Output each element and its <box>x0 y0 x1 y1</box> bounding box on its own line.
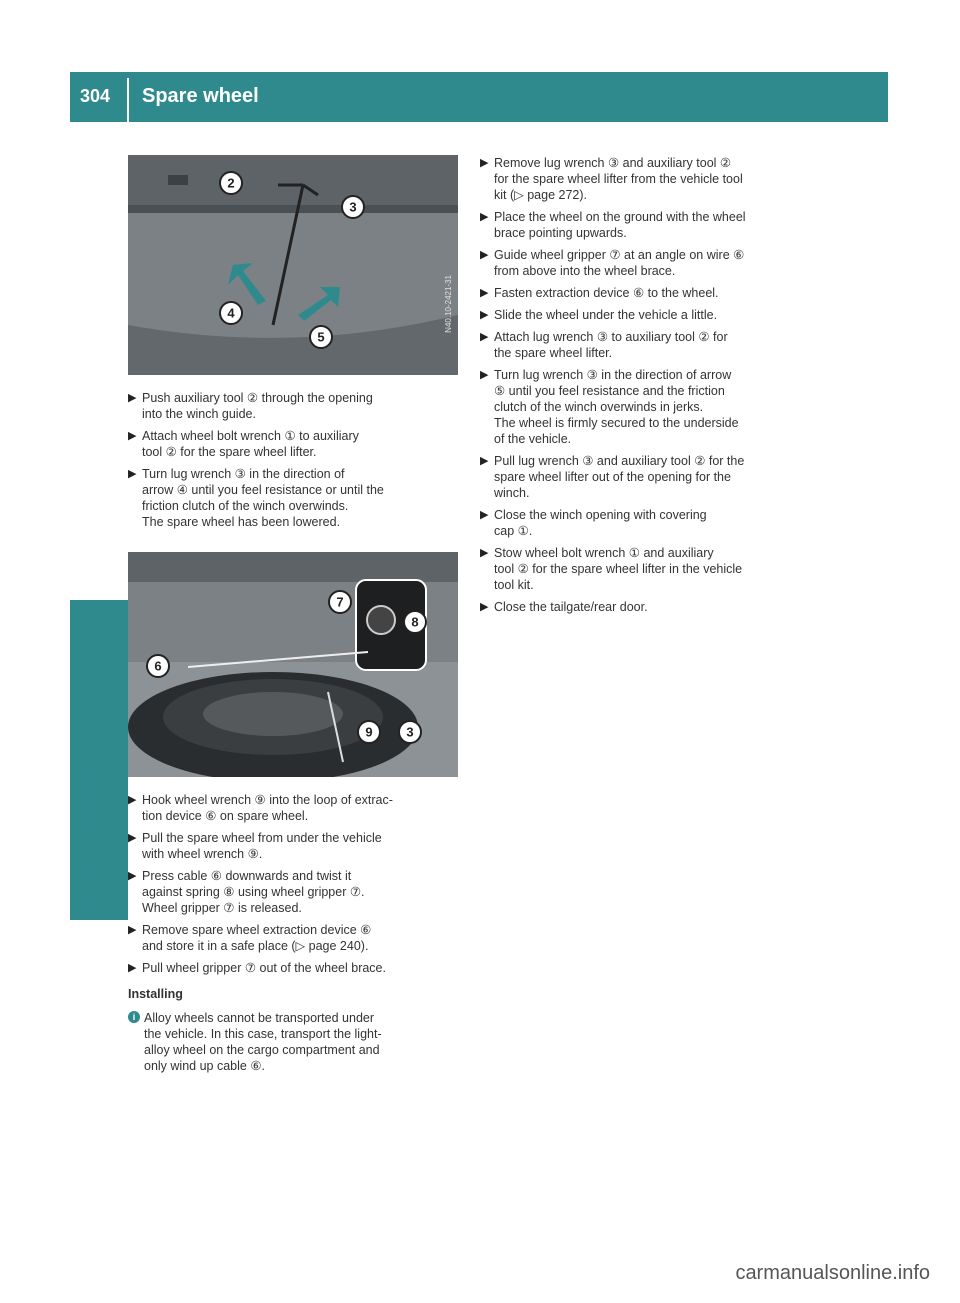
step-push-tool: ▶ Push auxiliary tool ② through the opening into the winch guide. <box>128 391 373 421</box>
svg-text:4: 4 <box>227 305 235 321</box>
step-arrow-icon: ▶ <box>128 924 137 936</box>
callout-8 <box>404 611 426 633</box>
step-hook-wrench: ▶ Hook wheel wrench ⑨ into the loop of extrac- tion device ⑥ on spare wheel. <box>128 793 393 823</box>
page-title: Spare wheel <box>142 85 259 107</box>
step-result: The wheel is firmly secured to the underside <box>494 416 739 430</box>
svg-text:2: 2 <box>227 175 235 191</box>
callout-3 <box>342 196 364 218</box>
svg-text:5: 5 <box>317 329 325 345</box>
info-icon: i <box>128 1011 140 1023</box>
step-arrow-icon: ▶ <box>128 870 137 882</box>
svg-text:8: 8 <box>411 614 419 630</box>
step-arrow-icon: ▶ <box>480 157 489 169</box>
svg-text:3: 3 <box>406 724 414 740</box>
info-note: i Alloy wheels cannot be transported under the vehicle. In this case, transport the light- alloy wheel on the cargo compartment and only wind up cable ⑥. <box>128 1010 463 1074</box>
step-pull-wheel: ▶ Pull the spare wheel from under the vehicle with wheel wrench ⑨. <box>128 831 382 861</box>
step-arrow-icon: ▶ <box>128 794 137 806</box>
step-attach-wrench: ▶ Attach wheel bolt wrench ① to auxiliary tool ② for the spare wheel lifter. <box>128 429 359 459</box>
step-stow-tools: ▶ Stow wheel bolt wrench ① and auxiliary tool ② for the spare wheel lifter in the vehicle tool kit. <box>480 546 743 592</box>
callout-2 <box>220 172 242 194</box>
step-arrow-icon: ▶ <box>480 601 489 613</box>
step-close-tailgate: ▶ Close the tailgate/rear door. <box>480 600 648 614</box>
svg-text:7: 7 <box>336 594 344 610</box>
step-arrow-icon: ▶ <box>128 962 137 974</box>
svg-text:9: 9 <box>365 724 373 740</box>
callout-7 <box>329 591 351 613</box>
step-arrow-icon: ▶ <box>480 547 489 559</box>
step-turn-lug-wrench: ▶ Turn lug wrench ③ in the direction of arrow ⑤ until you feel resistance and the friction clutch of the winch overwinds in jerks. The wheel is firmly secured to the underside of the vehicle. <box>480 367 820 447</box>
step-close-winch: ▶ Close the winch opening with covering cap ①. <box>480 508 707 538</box>
installing-heading: Installing <box>128 987 183 1001</box>
step-arrow-icon: ▶ <box>480 309 489 321</box>
svg-text:6: 6 <box>154 658 162 674</box>
callout-5 <box>310 326 332 348</box>
step-guide-gripper: ▶ Guide wheel gripper ⑦ at an angle on wire ⑥ from above into the wheel brace. <box>480 248 745 278</box>
steps-removal <box>128 792 463 1074</box>
figure-code: N40.10-2421-31 <box>444 275 453 333</box>
step-arrow-icon: ▶ <box>128 468 137 480</box>
page-number: 304 <box>80 86 111 106</box>
callout-9 <box>358 721 380 743</box>
step-slide-wheel: ▶ Slide the wheel under the vehicle a little. <box>480 308 718 322</box>
step-arrow-icon: ▶ <box>480 509 489 521</box>
step-arrow-icon: ▶ <box>480 369 489 381</box>
step-arrow-icon: ▶ <box>480 211 489 223</box>
figure-spare-wheel-illustration <box>128 552 458 777</box>
section-label: Wheels and tires <box>72 761 94 920</box>
step-pull-tools: ▶ Pull lug wrench ③ and auxiliary tool ② for the spare wheel lifter out of the opening for the winch. <box>480 454 745 500</box>
steps-installing <box>480 155 820 621</box>
step-arrow-icon: ▶ <box>480 287 489 299</box>
step-arrow-icon: ▶ <box>480 455 489 467</box>
step-pull-gripper: ▶ Pull wheel gripper ⑦ out of the wheel brace. <box>128 961 386 975</box>
figure-spare-wheel <box>128 552 458 777</box>
header-divider <box>127 78 129 122</box>
svg-text:3: 3 <box>349 199 357 215</box>
step-fasten-device: ▶ Fasten extraction device ⑥ to the wheel. <box>480 286 719 300</box>
step-remove-device: ▶ Remove spare wheel extraction device ⑥ and store it in a safe place (▷ page 240). <box>128 923 372 953</box>
step-arrow-icon: ▶ <box>480 331 489 343</box>
step-arrow-icon: ▶ <box>128 392 137 404</box>
step-arrow-icon: ▶ <box>480 249 489 261</box>
page-header <box>70 72 888 122</box>
step-result: The spare wheel has been lowered. <box>142 515 341 529</box>
step-arrow-icon: ▶ <box>128 832 137 844</box>
step-arrow-icon: ▶ <box>128 430 137 442</box>
step-attach-lug-wrench: ▶ Attach lug wrench ③ to auxiliary tool ② for the spare wheel lifter. <box>480 330 728 360</box>
callout-6 <box>147 655 169 677</box>
figure-winch-illustration <box>128 155 458 375</box>
callout-4 <box>220 302 242 324</box>
step-result: Wheel gripper ⑦ is released. <box>142 901 302 915</box>
steps-lowering <box>128 390 463 536</box>
step-turn-wrench: ▶ Turn lug wrench ③ in the direction of arrow ④ until you feel resistance or until the friction clutch of the winch overwinds. The spare wheel has been lowered. <box>128 466 463 530</box>
step-place-wheel: ▶ Place the wheel on the ground with the wheel brace pointing upwards. <box>480 210 746 240</box>
callout-3b <box>399 721 421 743</box>
footer-site-link[interactable]: carmanualsonline.info <box>735 1262 930 1284</box>
step-press-cable: ▶ Press cable ⑥ downwards and twist it against spring ⑧ using wheel gripper ⑦. Wheel gripper ⑦ is released. <box>128 868 463 916</box>
step-result: of the vehicle. <box>494 432 572 446</box>
figure-winch-guide <box>128 155 458 375</box>
step-remove-tools: ▶ Remove lug wrench ③ and auxiliary tool ② for the spare wheel lifter from the vehicle tool kit (▷ page 272). <box>480 156 743 202</box>
